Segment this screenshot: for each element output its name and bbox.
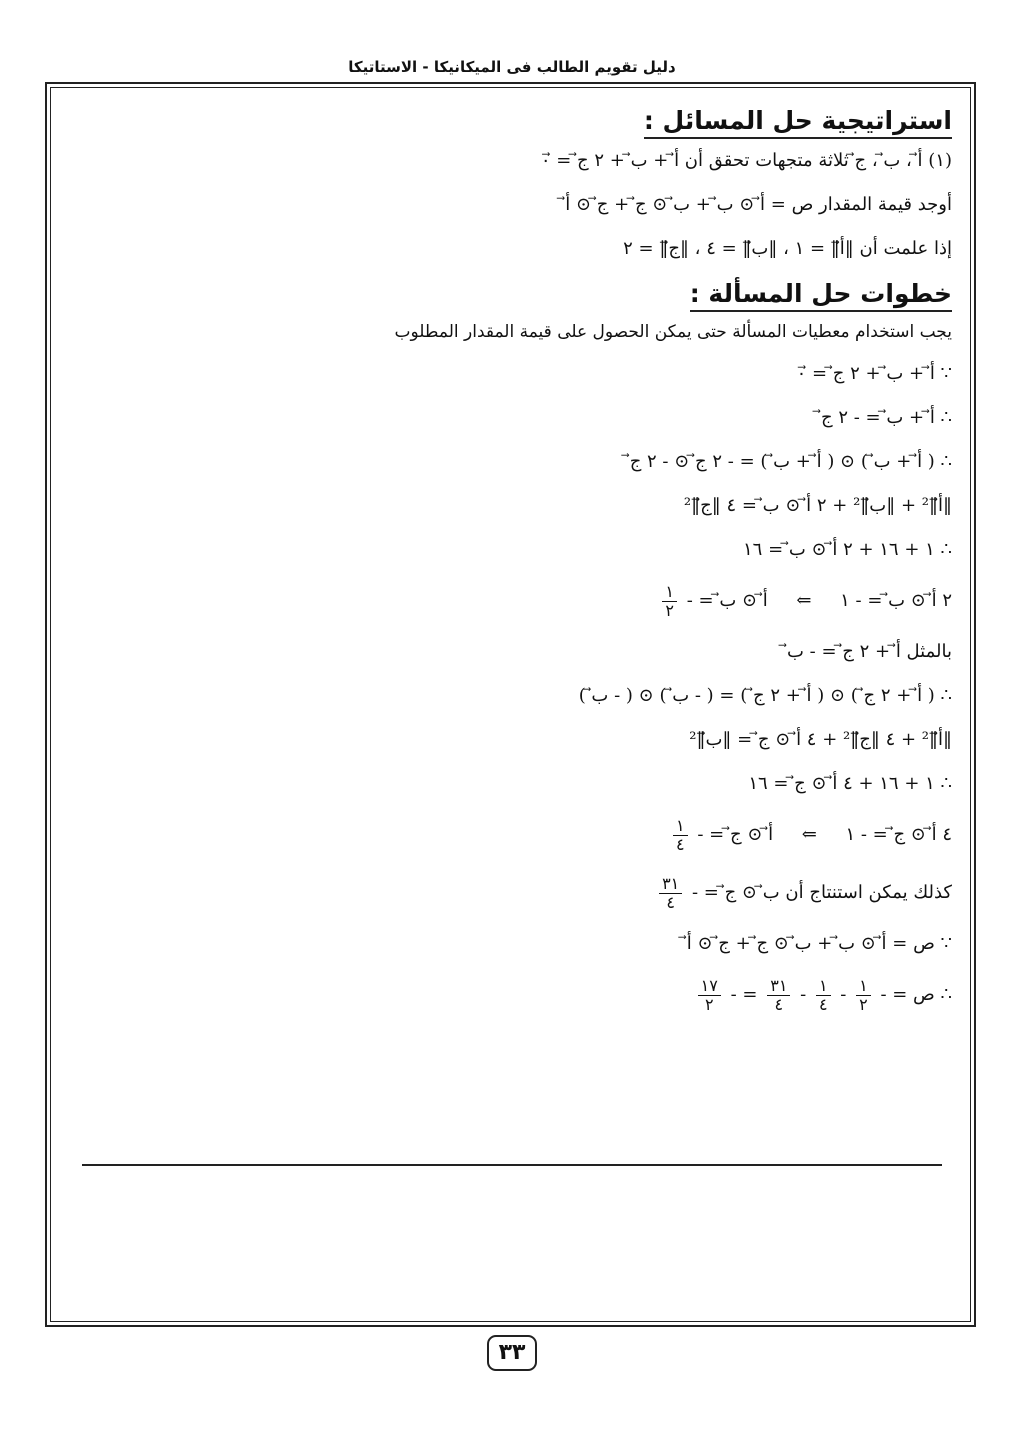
page-number: ٣٣ bbox=[487, 1335, 537, 1371]
bottom-rule bbox=[82, 1164, 942, 1166]
step-2: ∴ أ⃗ + ب⃗ = - ٢ ج⃗ bbox=[821, 407, 952, 428]
fraction-17-over-2: $\frac{١٧}{٢}$ bbox=[698, 977, 721, 1013]
fraction-one-half: $\frac{١}{٢}$ bbox=[662, 583, 677, 619]
step-6: ٢ أ⃗ ⊙ ب⃗ = - ١ ⇐ أ⃗ ⊙ ب⃗ = - $\frac{١}{٢}$ bbox=[90, 572, 952, 630]
step-14: ∴ ص = - $\frac{١}{٢}$ - $\frac{١}{٤}$ - $\frac{٣١}{٤}$ = - $\frac{١٧}{٢}$ bbox=[90, 966, 952, 1024]
fraction-31-over-4: $\frac{٣١}{٤}$ bbox=[767, 977, 790, 1013]
problem-find: أوجد قيمة المقدار ص = أ⃗ ⊙ ب⃗ + ب⃗ ⊙ ج⃗ + ج⃗ ⊙ أ⃗ bbox=[565, 194, 952, 215]
problem-statement: (١) أ⃗ ، ب⃗ ، ج⃗ ثلاثة متجهات تحقق أن أ⃗ + ب⃗ + ٢ ج⃗ = ٠⃗ bbox=[540, 150, 952, 171]
step-10: ∴ ١ + ١٦ + ٤ أ⃗ ⊙ ج⃗ = ١٦ bbox=[748, 773, 952, 794]
page-content bbox=[90, 100, 952, 1024]
step-13: ∵ ص = أ⃗ ⊙ ب⃗ + ب⃗ ⊙ ج⃗ + ج⃗ ⊙ أ⃗ bbox=[686, 933, 952, 954]
step-4: ‖أ⃗‖² + ‖ب⃗‖² + ٢ أ⃗ ⊙ ب⃗ = ٤ ‖ج⃗‖² bbox=[683, 495, 952, 516]
step-3: ∴ ( أ⃗ + ب⃗ ) ⊙ ( أ⃗ + ب⃗ ) = - ٢ ج⃗ ⊙ - ٢ ج⃗ bbox=[629, 451, 952, 472]
step-1: ∵ أ⃗ + ب⃗ + ٢ ج⃗ = ٠⃗ bbox=[796, 363, 952, 384]
step-9: ‖أ⃗‖² + ٤ ‖ج⃗‖² + ٤ أ⃗ ⊙ ج⃗ = ‖ب⃗‖² bbox=[689, 729, 952, 750]
steps-intro: يجب استخدام معطيات المسألة حتى يمكن الحصول على قيمة المقدار المطلوب bbox=[394, 322, 952, 342]
steps-heading: خطوات حل المسألة : bbox=[690, 279, 952, 312]
fraction-31-quarters: $\frac{٣١}{٤}$ bbox=[659, 875, 682, 911]
step-8: ∴ ( أ⃗ + ٢ ج⃗ ) ⊙ ( أ⃗ + ٢ ج⃗ ) = ( - ب⃗ ) ⊙ ( - ب⃗ ) bbox=[578, 685, 952, 706]
problem-given: إذا علمت أن ‖أ⃗‖ = ١ ، ‖ب⃗‖ = ٤ ، ‖ج⃗‖ = ٢ bbox=[623, 238, 952, 259]
fraction-quarter: $\frac{١}{٤}$ bbox=[816, 977, 831, 1013]
step-11: ٤ أ⃗ ⊙ ج⃗ = - ١ ⇐ أ⃗ ⊙ ج⃗ = - $\frac{١}{٤}$ bbox=[90, 806, 952, 864]
step-5: ∴ ١ + ١٦ + ٢ أ⃗ ⊙ ب⃗ = ١٦ bbox=[743, 539, 952, 560]
running-header: دليل تقويم الطالب فى الميكانيكا - الاستاتيكا bbox=[348, 58, 676, 76]
fraction-one-quarter: $\frac{١}{٤}$ bbox=[673, 817, 688, 853]
step-12: كذلك يمكن استنتاج أن ب⃗ ⊙ ج⃗ = - $\frac{٣١}{٤}$ bbox=[90, 864, 952, 922]
fraction-half: $\frac{١}{٢}$ bbox=[856, 977, 871, 1013]
step-7: بالمثل أ⃗ + ٢ ج⃗ = - ب⃗ bbox=[787, 641, 952, 662]
strategy-heading: استراتيجية حل المسائل : bbox=[644, 106, 952, 139]
